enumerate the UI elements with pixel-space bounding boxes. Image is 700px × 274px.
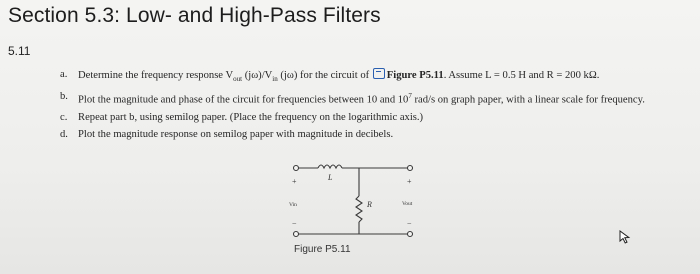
problem-item-c xyxy=(60,111,686,124)
output-minus-sign: − xyxy=(407,219,412,228)
item-text: Plot the magnitude and phase of the circuit for frequencies between 10 and $10^7$ rad/s on graph paper, with a linear scale for frequency. xyxy=(78,92,645,106)
resistor-symbol xyxy=(356,196,362,222)
input-terminal-bottom xyxy=(294,232,299,237)
vin-label: Vin xyxy=(289,202,297,208)
inductor-symbol xyxy=(318,165,342,168)
output-plus-sign: + xyxy=(407,177,412,186)
item-letter: b. xyxy=(60,91,68,103)
output-terminal-bottom xyxy=(408,232,413,237)
figure-link-icon[interactable] xyxy=(373,68,385,79)
inductor-label: L xyxy=(328,173,333,182)
problem-number: 5.11 xyxy=(8,44,31,58)
vout-label: Vout xyxy=(402,201,413,207)
output-terminal-top xyxy=(408,166,413,171)
item-text: Repeat part b, using semilog paper. (Place the frequency on the logarithmic axis.) xyxy=(78,111,424,123)
input-plus-sign: + xyxy=(292,177,297,186)
item-letter: a. xyxy=(60,69,68,80)
figure-reference-link[interactable]: Figure P5.11 xyxy=(386,70,444,81)
circuit-diagram xyxy=(280,160,440,244)
resistor-label: R xyxy=(367,200,372,209)
item-text: Plot the magnitude response on semilog paper with magnitude in decibels. xyxy=(78,128,394,140)
item-text: Determine the frequency response $V_{out}$ $(j\omega)/V_{in}$ (jω) for the circuit of Figure P5.11. Assume L = 0.5 H and R = 200 kΩ. xyxy=(78,70,600,84)
figure-caption: Figure P5.11 xyxy=(294,244,351,255)
input-minus-sign: − xyxy=(292,219,297,228)
input-terminal-top xyxy=(294,166,299,171)
page-title: Section 5.3: Low- and High-Pass Filters xyxy=(8,4,381,27)
item-letter: c. xyxy=(60,111,68,123)
problem-item-d xyxy=(60,128,686,141)
problem-item-b xyxy=(60,90,686,107)
item-letter: d. xyxy=(60,128,68,140)
mouse-cursor-icon xyxy=(619,230,631,244)
problem-list xyxy=(60,68,686,145)
problem-item-a xyxy=(60,68,686,86)
